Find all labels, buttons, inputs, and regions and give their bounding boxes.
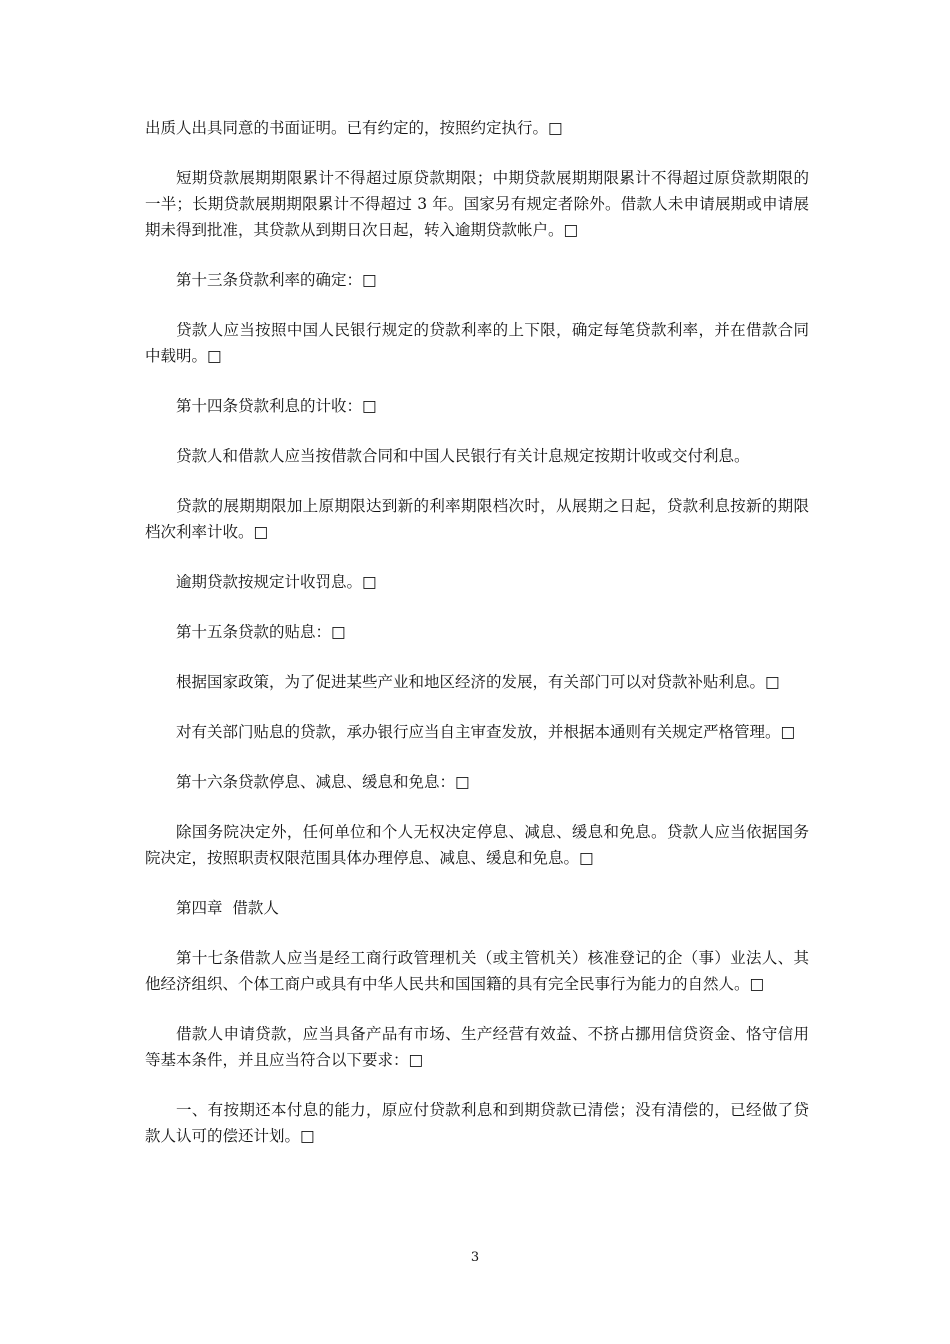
chapter-heading: 第四章 借款人 (176, 899, 279, 917)
document-body (145, 115, 809, 1173)
paragraph: 贷款的展期期限加上原期限达到新的利率期限档次时，从展期之日起，贷款利息按新的期限档次利率计收。□ (145, 497, 809, 541)
paragraph: 第十七条借款人应当是经工商行政管理机关（或主管机关）核准登记的企（事）业法人、其他经济组织、个体工商户或具有中华人民共和国国籍的具有完全民事行为能力的自然人。□ (145, 949, 809, 993)
paragraph: 贷款人和借款人应当按借款合同和中国人民银行有关计息规定按期计收或交付利息。 (176, 447, 750, 465)
paragraph: 出质人出具同意的书面证明。已有约定的，按照约定执行。□ (145, 119, 563, 137)
paragraph: 借款人申请贷款，应当具备产品有市场、生产经营有效益、不挤占挪用信贷资金、恪守信用等基本条件，并且应当符合以下要求：□ (145, 1025, 809, 1069)
paragraph: 根据国家政策，为了促进某些产业和地区经济的发展，有关部门可以对贷款补贴利息。□ (176, 673, 780, 691)
article-heading: 第十五条贷款的贴息：□ (176, 623, 346, 641)
paragraph: 逾期贷款按规定计收罚息。□ (176, 573, 377, 591)
page-number: 3 (470, 1250, 480, 1265)
article-heading: 第十六条贷款停息、减息、缓息和免息：□ (176, 773, 470, 791)
paragraph: 对有关部门贴息的贷款，承办银行应当自主审查发放，并根据本通则有关规定严格管理。□ (176, 723, 796, 741)
paragraph: 短期贷款展期期限累计不得超过原贷款期限；中期贷款展期期限累计不得超过原贷款期限的一半；长期贷款展期期限累计不得超过 3 年。国家另有规定者除外。借款人未申请展期或申请展期未得到批准，其贷款从到期日次日起，转入逾期贷款帐户。□ (145, 169, 809, 239)
paragraph: 除国务院决定外，任何单位和个人无权决定停息、减息、缓息和免息。贷款人应当依据国务院决定，按照职责权限范围具体办理停息、减息、缓息和免息。□ (145, 823, 809, 867)
article-heading: 第十三条贷款利率的确定：□ (176, 271, 377, 289)
article-heading: 第十四条贷款利息的计收：□ (176, 397, 377, 415)
paragraph: 一、有按期还本付息的能力，原应付贷款利息和到期贷款已清偿；没有清偿的，已经做了贷款人认可的偿还计划。□ (145, 1101, 809, 1145)
paragraph: 贷款人应当按照中国人民银行规定的贷款利率的上下限，确定每笔贷款利率，并在借款合同中载明。□ (145, 321, 809, 365)
